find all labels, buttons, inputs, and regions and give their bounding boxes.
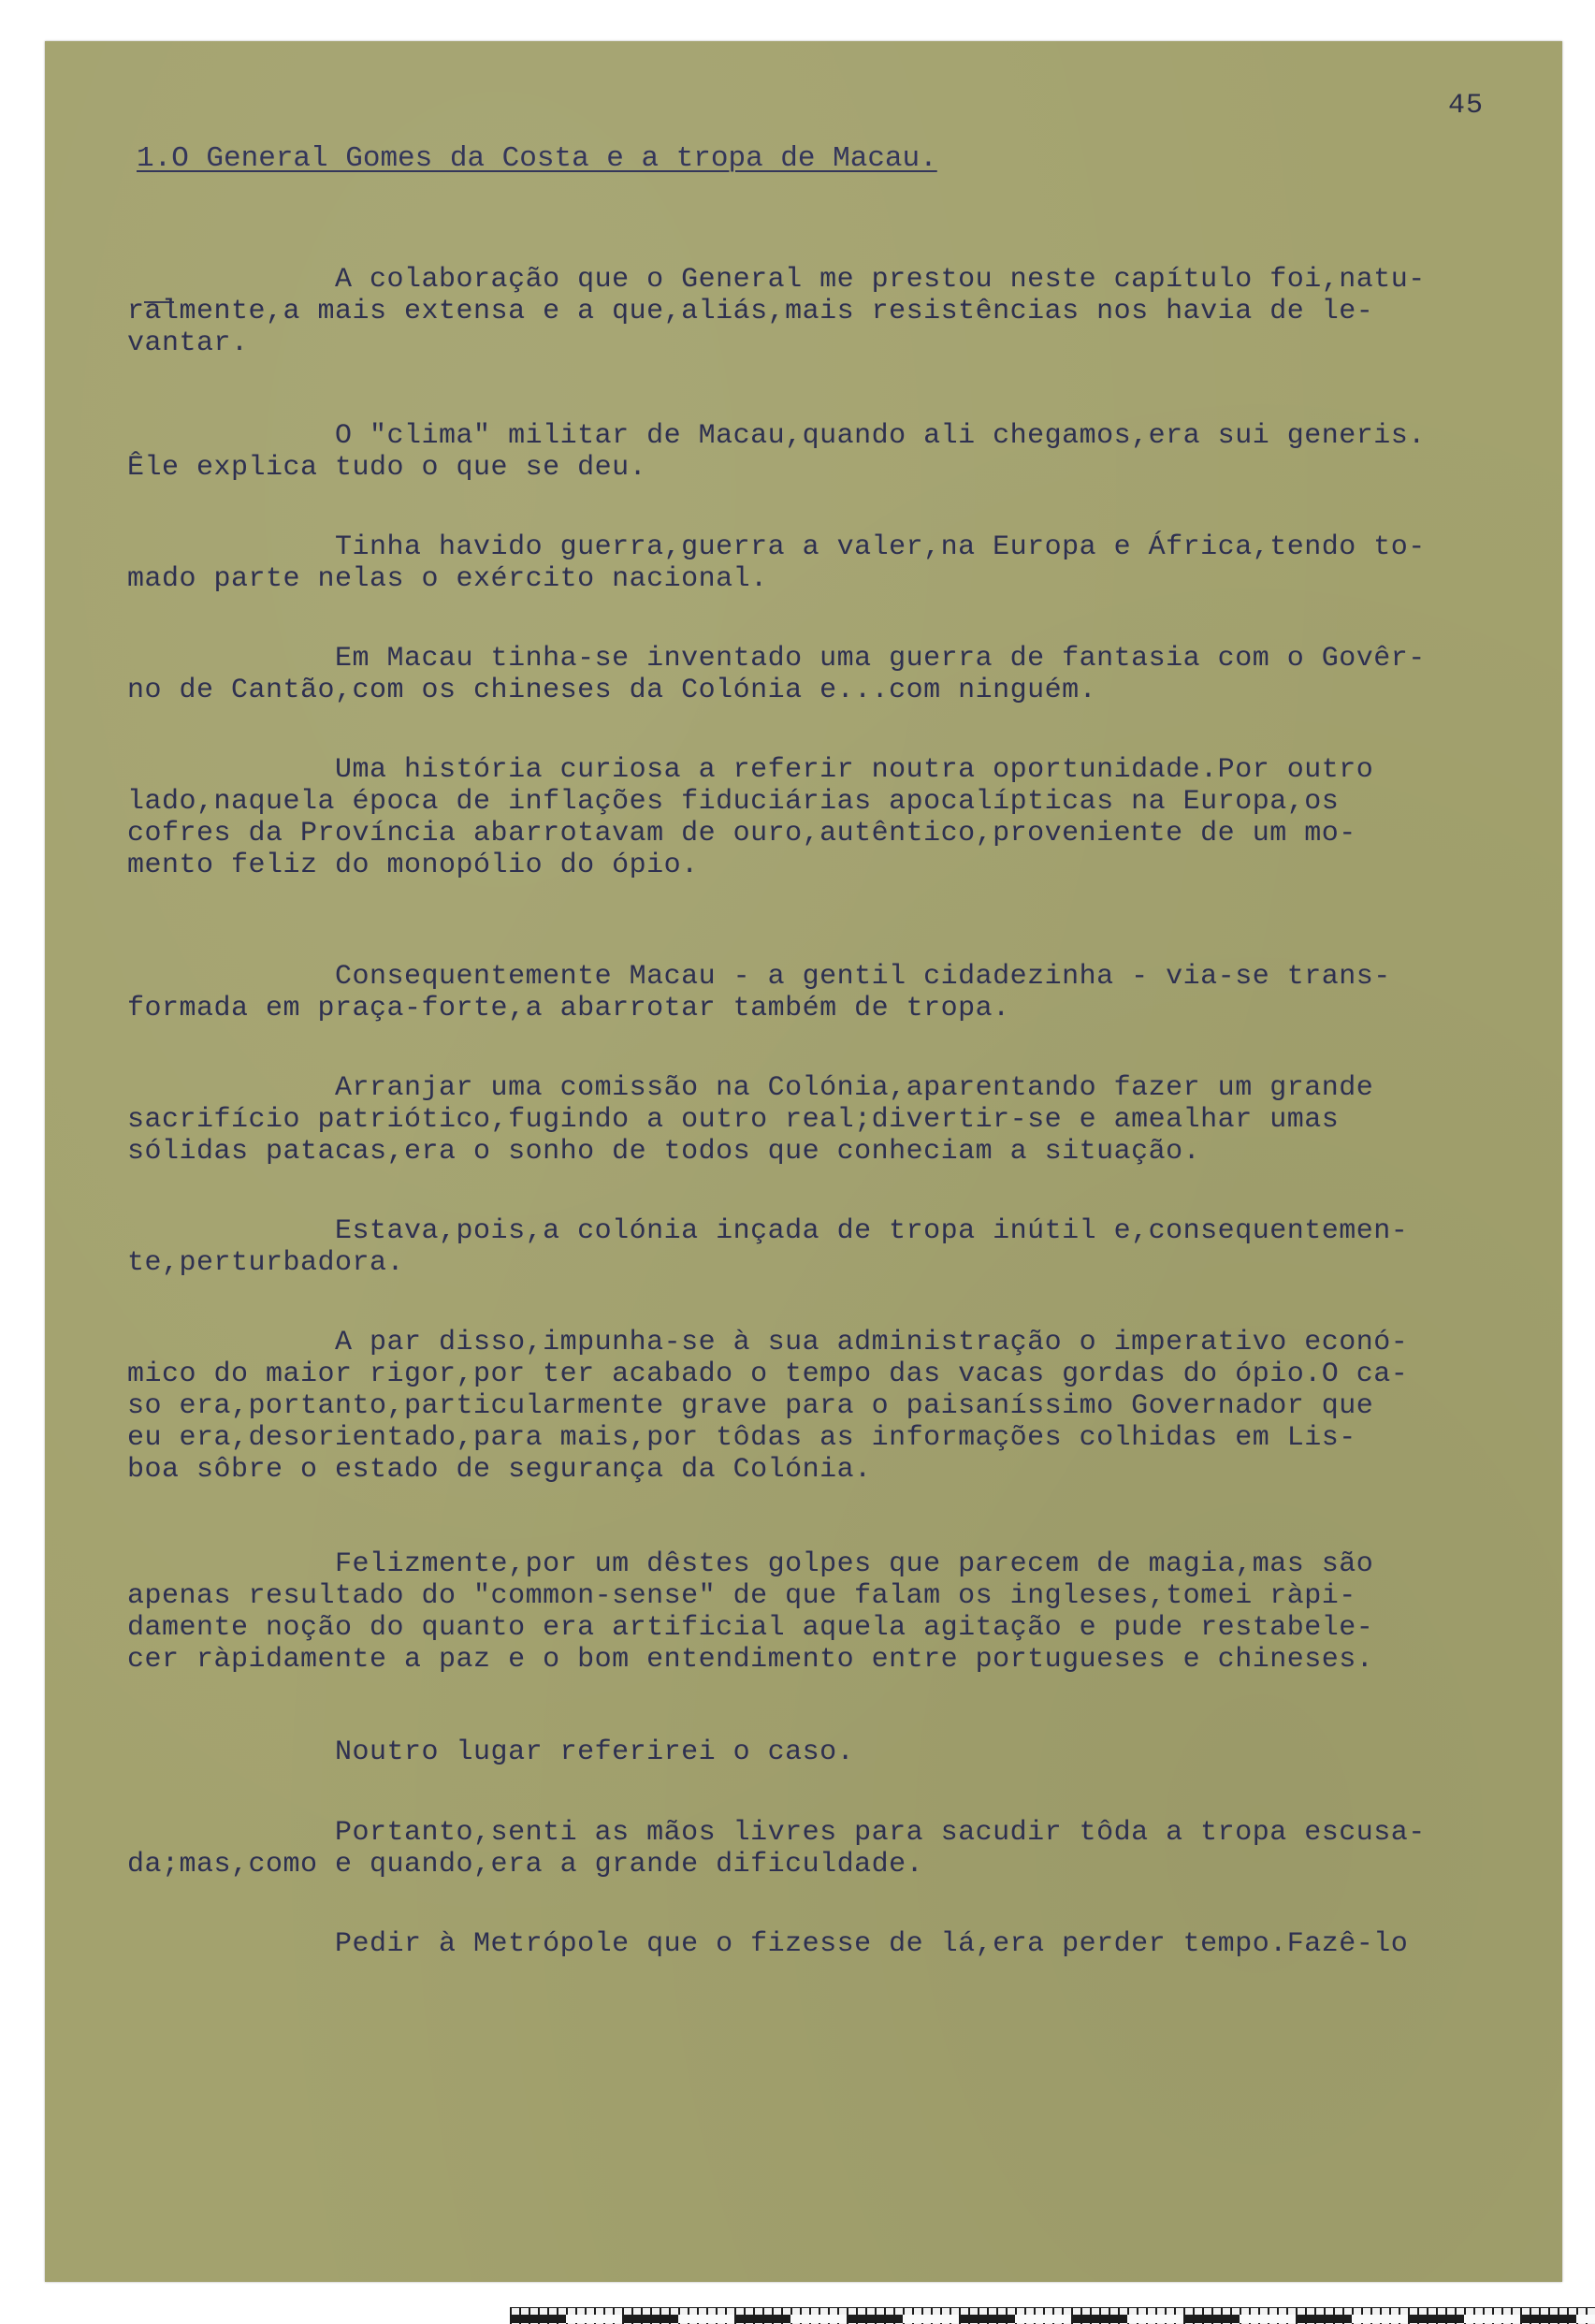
paragraph-11: Noutro lugar referirei o caso.: [127, 1736, 855, 1768]
paragraph-6: Consequentemente Macau - a gentil cidadezinha - via-se trans- formada em praça-forte,a abarrotar também de tropa.: [127, 961, 1391, 1024]
paragraph-5: Uma história curiosa a referir noutra oportunidade.Por outro lado,naquela época de inflações fiduciárias apocalípticas na Europa,os cofres da Província abarrotavam de ouro,autêntico,proveniente de um mo- mento feliz do monopólio do ópio.: [127, 754, 1374, 881]
paragraph-9: A par disso,impunha-se à sua administração o imperativo econó- mico do maior rigor,por ter acabado o tempo das vacas gordas do ópio.O ca- so era,portanto,particularmente grave para o paisaníssimo Governador que eu era,desorientado,para mais,por tôdas as informações colhidas em Lis- boa sôbre o estado de segurança da Colónia.: [127, 1327, 1409, 1486]
paragraph-12: Portanto,senti as mãos livres para sacudir tôda a tropa escusa- da;mas,como e quando,era a grande dificuldade.: [127, 1817, 1426, 1881]
paragraph-10: Felizmente,por um dêstes golpes que parecem de magia,mas são apenas resultado do "common-sense" de que falam os ingleses,tomei ràpi- damente noção do quanto era artificial aquela agitação e pude restabele- cer ràpidamente a paz e o bom entendimento entre portugueses e chineses.: [127, 1548, 1374, 1676]
chapter-heading: 1.O General Gomes da Costa e a tropa de Macau.: [137, 142, 937, 175]
paragraph-8: Estava,pois,a colónia inçada de tropa inútil e,consequentemen- te,perturbadora.: [127, 1215, 1409, 1279]
document-page: [45, 41, 1562, 2282]
page-number: 45: [1448, 90, 1485, 122]
paragraph-1: A colaboração que o General me prestou neste capítulo foi,natu- ralmente,a mais extensa e a que,aliás,mais resistências nos havia de le- vantar.: [127, 264, 1426, 359]
paragraph-2: O "clima" militar de Macau,quando ali chegamos,era sui generis. Êle explica tudo o que se deu.: [127, 420, 1426, 484]
scale-ruler-band: [510, 2315, 1595, 2323]
paragraph-7: Arranjar uma comissão na Colónia,aparentando fazer um grande sacrifício patriótico,fugindo a outro real;divertir-se e amealhar umas sólidas patacas,era o sonho de todos que conheciam a situação.: [127, 1072, 1374, 1168]
paragraph-13: Pedir à Metrópole que o fizesse de lá,era perder tempo.Fazê-lo: [127, 1928, 1409, 1960]
paragraph-3: Tinha havido guerra,guerra a valer,na Europa e África,tendo to- mado parte nelas o exército nacional.: [127, 531, 1426, 595]
paragraph-4: Em Macau tinha-se inventado uma guerra de fantasia com o Govêr- no de Cantão,com os chineses da Colónia e...com ninguém.: [127, 643, 1426, 706]
